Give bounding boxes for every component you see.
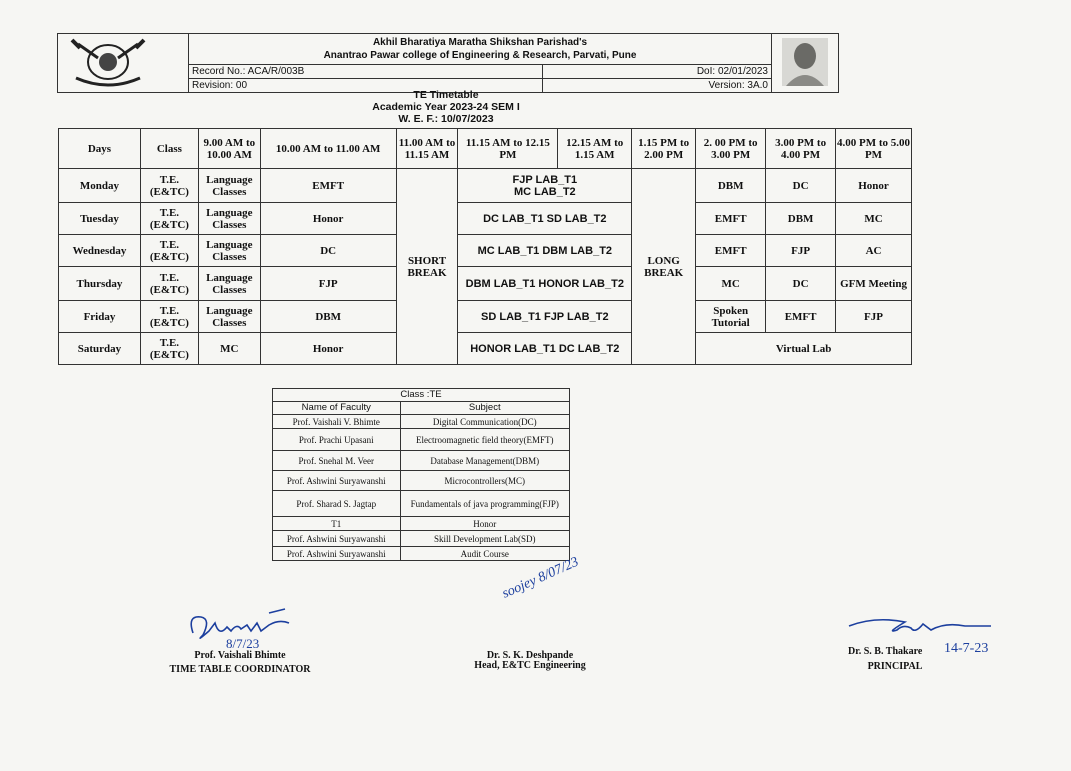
short-break-cell: SHORT BREAK	[396, 169, 458, 365]
version: Version: 3A.0	[543, 79, 772, 93]
header-slot-4: 11.15 AM to 12.15 PM	[458, 129, 558, 169]
slot-cell: FJP	[836, 301, 912, 333]
lab-cell: HONOR LAB_T1 DC LAB_T2	[458, 333, 632, 365]
slot-cell: EMFT	[766, 301, 836, 333]
table-row	[273, 531, 570, 547]
day-cell: Thursday	[59, 267, 141, 301]
college-logo	[58, 34, 189, 93]
slot-cell: Spoken Tutorial	[696, 301, 766, 333]
class-cell: T.E. (E&TC)	[140, 235, 198, 267]
faculty-subject: Digital Communication(DC)	[400, 415, 569, 429]
day-cell: Monday	[59, 169, 141, 203]
long-break-cell: LONG BREAK	[632, 169, 696, 365]
class-cell: T.E. (E&TC)	[140, 203, 198, 235]
record-number: Record No.: ACA/R/003B	[189, 65, 543, 79]
slot-cell: Honor	[836, 169, 912, 203]
class-cell: T.E. (E&TC)	[140, 169, 198, 203]
slot-cell: EMFT	[260, 169, 396, 203]
slot-cell: Language Classes	[198, 235, 260, 267]
slot-cell: DC	[260, 235, 396, 267]
day-cell: Saturday	[59, 333, 141, 365]
slot-cell: Language Classes	[198, 169, 260, 203]
lab-cell: SD LAB_T1 FJP LAB_T2	[458, 301, 632, 333]
slot-cell: Language Classes	[198, 203, 260, 235]
table-row	[273, 429, 570, 451]
right-date: 14-7-23	[944, 641, 989, 656]
portrait-icon	[772, 34, 838, 89]
faculty-subject: Fundamentals of java programming(FJP)	[400, 491, 569, 517]
slot-cell: EMFT	[696, 203, 766, 235]
college-title	[189, 34, 772, 65]
slot-cell: MC	[198, 333, 260, 365]
lab-cell: DC LAB_T1 SD LAB_T2	[458, 203, 632, 235]
slot-cell: MC	[836, 203, 912, 235]
slot-cell: DBM	[260, 301, 396, 333]
faculty-subject: Audit Course	[400, 547, 569, 561]
lab-cell: MC LAB_T1 DBM LAB_T2	[458, 235, 632, 267]
table-row	[59, 169, 912, 203]
table-row	[59, 267, 912, 301]
header-slot-5: 12.15 AM to 1.15 AM	[558, 129, 632, 169]
class-cell: T.E. (E&TC)	[140, 333, 198, 365]
founder-photo	[772, 34, 839, 93]
slot-cell: Language Classes	[198, 301, 260, 333]
slot-cell: DBM	[766, 203, 836, 235]
faculty-subject: Microcontrollers(MC)	[400, 471, 569, 491]
lab-cell: DBM LAB_T1 HONOR LAB_T2	[458, 267, 632, 301]
header-days: Days	[59, 129, 141, 169]
faculty-subject: Skill Development Lab(SD)	[400, 531, 569, 547]
right-signature	[845, 612, 1000, 644]
slot-cell: DBM	[696, 169, 766, 203]
right-signatory-role: PRINCIPAL	[867, 661, 923, 672]
slot-cell: FJP	[260, 267, 396, 301]
table-row	[273, 451, 570, 471]
middle-signatory-role: Head, E&TC Engineering	[474, 660, 586, 671]
left-signatory-name: Prof. Vaishali Bhimte	[194, 650, 286, 661]
header-slot-9: 4.00 PM to 5.00 PM	[836, 129, 912, 169]
right-signatory-name: Dr. S. B. Thakare	[848, 646, 923, 657]
slot-cell: EMFT	[696, 235, 766, 267]
middle-signatory-name: Dr. S. K. Deshpande	[486, 650, 574, 661]
doi-date: DoI: 02/01/2023	[543, 65, 772, 79]
day-cell: Wednesday	[59, 235, 141, 267]
faculty-name: Prof. Prachi Upasani	[273, 429, 401, 451]
faculty-subject: Honor	[400, 517, 569, 531]
left-date: 8/7/23	[226, 636, 260, 651]
academic-year: Academic Year 2023-24 SEM I	[372, 101, 520, 113]
faculty-name: Prof. Ashwini Suryawanshi	[273, 471, 401, 491]
slot-cell: Honor	[260, 203, 396, 235]
slot-cell: DC	[766, 169, 836, 203]
table-row	[273, 517, 570, 531]
table-row	[59, 235, 912, 267]
slot-cell: DC	[766, 267, 836, 301]
day-cell: Friday	[59, 301, 141, 333]
timetable-grid	[58, 128, 912, 365]
header-class: Class	[140, 129, 198, 169]
society-name: Akhil Bharatiya Maratha Shikshan Parishad's	[372, 37, 588, 49]
faculty-name: T1	[273, 517, 401, 531]
table-row	[273, 415, 570, 429]
slot-cell: Honor	[260, 333, 396, 365]
faculty-table	[272, 388, 570, 561]
slot-cell: Language Classes	[198, 267, 260, 301]
class-cell: T.E. (E&TC)	[140, 267, 198, 301]
faculty-name: Prof. Vaishali V. Bhimte	[273, 415, 401, 429]
class-cell: T.E. (E&TC)	[140, 301, 198, 333]
slot-cell: MC	[696, 267, 766, 301]
header-slot-6: 1.15 PM to 2.00 PM	[632, 129, 696, 169]
left-signatory-role: TIME TABLE COORDINATOR	[169, 664, 311, 675]
table-row	[273, 491, 570, 517]
faculty-name: Prof. Snehal M. Veer	[273, 451, 401, 471]
middle-signature: soojey 8/07/23	[500, 554, 582, 602]
class-label: Class :TE	[273, 389, 570, 402]
col-name-header: Name of Faculty	[273, 402, 401, 415]
crest-icon	[58, 34, 188, 89]
college-name: Anantrao Pawar college of Engineering & Research, Parvati, Pune	[323, 50, 637, 62]
faculty-subject: Electroomagnetic field theory(EMFT)	[400, 429, 569, 451]
header-slot-3: 11.00 AM to 11.15 AM	[396, 129, 458, 169]
slot-cell: FJP	[766, 235, 836, 267]
table-row	[59, 203, 912, 235]
header-row	[59, 129, 912, 169]
faculty-name: Prof. Ashwini Suryawanshi	[273, 547, 401, 561]
virtual-lab-cell: Virtual Lab	[696, 333, 912, 365]
header-slot-8: 3.00 PM to 4.00 PM	[766, 129, 836, 169]
table-row	[273, 547, 570, 561]
faculty-name: Prof. Ashwini Suryawanshi	[273, 531, 401, 547]
table-row	[273, 471, 570, 491]
revision: Revision: 00	[189, 79, 543, 93]
document-header	[57, 33, 839, 93]
header-slot-2: 10.00 AM to 11.00 AM	[260, 129, 396, 169]
table-row	[59, 333, 912, 365]
timetable-title: TE Timetable	[413, 89, 479, 101]
header-slot-7: 2. 00 PM to 3.00 PM	[696, 129, 766, 169]
day-cell: Tuesday	[59, 203, 141, 235]
wef-date: W. E. F.: 10/07/2023	[398, 113, 494, 125]
slot-cell: GFM Meeting	[836, 267, 912, 301]
table-row	[59, 301, 912, 333]
lab-cell: FJP LAB_T1 MC LAB_T2	[458, 169, 632, 203]
slot-cell: AC	[836, 235, 912, 267]
faculty-subject: Database Management(DBM)	[400, 451, 569, 471]
col-subject-header: Subject	[400, 402, 569, 415]
header-slot-1: 9.00 AM to 10.00 AM	[198, 129, 260, 169]
faculty-name: Prof. Sharad S. Jagtap	[273, 491, 401, 517]
